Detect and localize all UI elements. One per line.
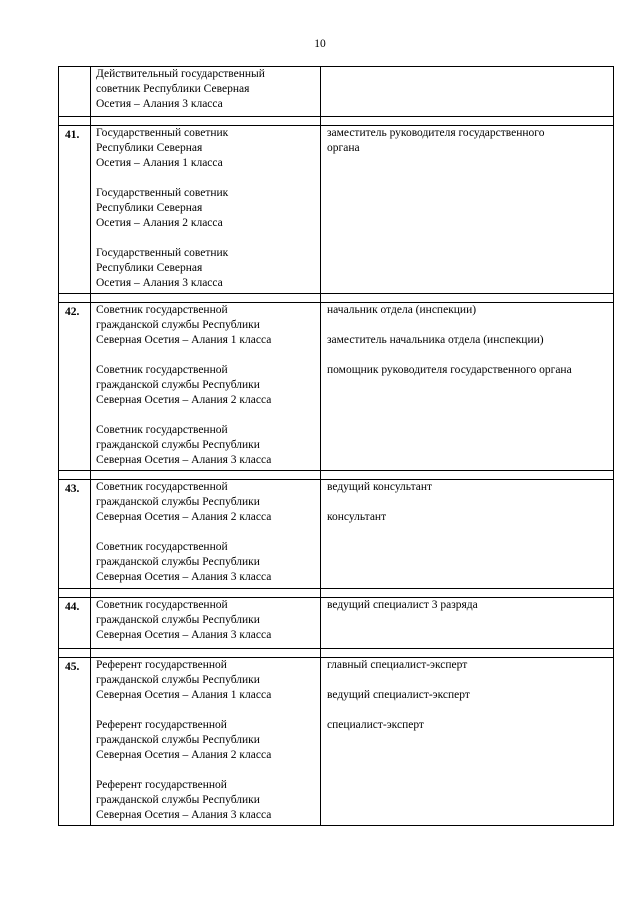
rank-cell — [91, 303, 321, 471]
rank-cell — [91, 480, 321, 589]
position-cell — [321, 67, 614, 117]
table-row — [59, 658, 614, 826]
spacer-cell — [91, 294, 321, 303]
position-cell — [321, 480, 614, 589]
rank-title: Советник государственной гражданской службы Республики Северная Осетия – Алания 2 класса — [96, 364, 272, 406]
rank-cell — [91, 67, 321, 117]
position-cell — [321, 658, 614, 826]
rank-title: Советник государственной гражданской службы Республики Северная Осетия – Алания 3 класса — [96, 599, 272, 641]
spacer-cell — [321, 471, 614, 480]
rank-title: Референт государственной гражданской службы Республики Северная Осетия – Алания 1 класса — [96, 659, 272, 701]
row-spacer — [59, 649, 614, 658]
rank-position-table — [58, 66, 614, 826]
spacer-cell — [321, 117, 614, 126]
spacer-cell — [91, 471, 321, 480]
table-row — [59, 598, 614, 649]
row-number: 45. — [59, 658, 91, 826]
row-spacer — [59, 471, 614, 480]
rank-title: Советник государственной гражданской службы Республики Северная Осетия – Алания 2 класса — [96, 481, 272, 523]
position-title: ведущий специалист-эксперт — [327, 689, 470, 701]
spacer-cell — [321, 649, 614, 658]
row-spacer — [59, 294, 614, 303]
rank-title: Государственный советник Республики Северная Осетия – Алания 2 класса — [96, 187, 229, 229]
table-row — [59, 480, 614, 589]
spacer-cell — [59, 649, 91, 658]
row-number: 43. — [59, 480, 91, 589]
rank-cell — [91, 598, 321, 649]
spacer-cell — [321, 294, 614, 303]
spacer-cell — [59, 589, 91, 598]
row-number — [59, 67, 91, 117]
rank-title: Советник государственной гражданской службы Республики Северная Осетия – Алания 3 класса — [96, 424, 272, 466]
rank-title: Советник государственной гражданской службы Республики Северная Осетия – Алания 3 класса — [96, 541, 272, 583]
spacer-cell — [321, 589, 614, 598]
rank-cell — [91, 658, 321, 826]
rank-title: Государственный советник Республики Северная Осетия – Алания 3 класса — [96, 247, 229, 289]
position-title: главный специалист-эксперт — [327, 659, 468, 671]
rank-title: Референт государственной гражданской службы Республики Северная Осетия – Алания 3 класса — [96, 779, 272, 821]
position-title: начальник отдела (инспекции) — [327, 304, 477, 316]
position-title: заместитель руководителя государственного органа — [327, 127, 545, 154]
row-number: 42. — [59, 303, 91, 471]
position-title: ведущий консультант — [327, 481, 433, 493]
position-title: помощник руководителя государственного органа — [327, 364, 572, 376]
position-title: специалист-эксперт — [327, 719, 424, 731]
table-row — [59, 126, 614, 294]
row-number: 41. — [59, 126, 91, 294]
table-row — [59, 67, 614, 117]
rank-cell — [91, 126, 321, 294]
rank-title: Государственный советник Республики Северная Осетия – Алания 1 класса — [96, 127, 229, 169]
row-spacer — [59, 589, 614, 598]
position-cell — [321, 598, 614, 649]
spacer-cell — [59, 471, 91, 480]
rank-title: Советник государственной гражданской службы Республики Северная Осетия – Алания 1 класса — [96, 304, 272, 346]
position-title: консультант — [327, 511, 387, 523]
spacer-cell — [91, 117, 321, 126]
position-title: заместитель начальника отдела (инспекции) — [327, 334, 544, 346]
spacer-cell — [59, 117, 91, 126]
page-number: 10 — [314, 38, 326, 50]
rank-title: Референт государственной гражданской службы Республики Северная Осетия – Алания 2 класса — [96, 719, 272, 761]
table-row — [59, 303, 614, 471]
spacer-cell — [91, 649, 321, 658]
spacer-cell — [59, 294, 91, 303]
spacer-cell — [91, 589, 321, 598]
row-number: 44. — [59, 598, 91, 649]
position-cell — [321, 126, 614, 294]
row-spacer — [59, 117, 614, 126]
position-title: ведущий специалист 3 разряда — [327, 599, 478, 611]
rank-title: Действительный государственный советник Республики Северная Осетия – Алания 3 класса — [96, 68, 265, 110]
position-cell — [321, 303, 614, 471]
